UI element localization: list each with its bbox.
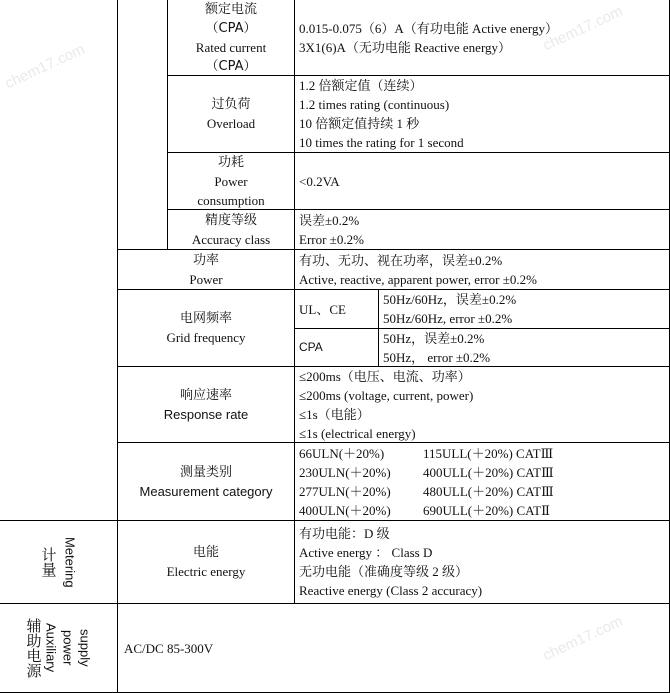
label-line: （CPA） [205,58,257,74]
measurement-category-value [295,443,669,520]
rated-current-value [295,0,669,75]
metering-section-header [0,521,117,603]
uln-value: 230ULN(＋20%) [299,465,391,480]
value-line: Active, reactive, apparent power, error ±0.2% [299,271,537,287]
value-line: 50Hz/60Hz，误差±0.2% [383,292,517,307]
label-line: Accuracy class [191,231,271,247]
power-consumption-value [295,153,669,209]
watermark: chem17.com [2,40,88,93]
label-line: （CPA） [205,20,257,36]
value-line: Reactive energy (Class 2 accuracy) [299,583,483,598]
value-line: 0.015-0.075（6）A（有功电能 Active energy） [299,20,559,36]
value-line: ≤1s (electrical energy) [299,425,416,441]
label-line: Electric energy [166,564,246,579]
label-line: Power [214,173,248,189]
grid-frequency-ulce-value [379,290,669,328]
overload-value [295,76,669,152]
value-line: 有功电能：D 级 [299,526,390,541]
label-line: Grid frequency [166,330,246,345]
grid-frequency-cpa-label [295,329,378,366]
grid-frequency-ulce-label [295,290,378,328]
value-line: 50Hz， error ±0.2% [383,349,491,365]
rated-current-label [168,0,294,75]
overload-label [168,76,294,152]
value-line: <0.2VA [299,173,340,189]
uln-value: 66ULN(＋20%) [299,446,385,461]
ull-value: 690ULL(＋20%) CATⅡ [423,503,550,518]
aux-power-en: Auxiliary [43,623,59,673]
metering-en: Metering [62,536,78,588]
value-line: Active energy ： Class D [299,545,433,560]
accuracy-class-label [168,210,294,249]
aux-power-section-header [0,604,117,692]
aux-power-zh: 辅助电源 [24,618,43,678]
grid-frequency-cpa-value [379,329,669,366]
value-line: 误差±0.2% [299,212,360,228]
response-rate-label [118,367,294,442]
value-line: 10 倍额定值持续 1 秒 [299,116,420,131]
label-line: 电能 [192,545,219,560]
label-line: 功耗 [217,154,244,170]
value-line: 50Hz/60Hz, error ±0.2% [383,311,513,326]
value-line: 1.2 倍额定值（连续） [299,78,423,93]
metering-zh: 计量 [39,547,58,577]
aux-power-en: supply [77,629,93,667]
ull-value: 115ULL(＋20%) CATⅢ [423,446,554,461]
value-line: 50Hz，误差±0.2% [383,330,485,346]
watermark: chem17.com [540,612,626,665]
label-line: Measurement category [139,483,273,499]
value-line: 有功、无功、视在功率，误差±0.2% [299,252,503,268]
label-line: 额定电流 [204,1,257,17]
value-line: 1.2 times rating (continuous) [299,97,450,112]
uln-value: 400ULN(＋20%) [299,503,391,518]
label-line: Response rate [163,406,249,422]
label-line: 过负荷 [211,97,251,112]
label-line: 响应速率 [179,387,232,403]
sub-label: CPA [299,340,323,354]
value-line: ≤200ms (voltage, current, power) [299,387,474,403]
value-line: AC/DC 85-300V [124,640,214,656]
label-line: Rated current [195,39,267,55]
label-line: Power [189,271,223,287]
sub-label: UL、CE [299,301,346,317]
label-line: 测量类别 [179,464,232,480]
aux-power-value [118,604,669,692]
label-line: consumption [197,192,265,208]
aux-power-en: power [60,630,76,666]
label-line: 精度等级 [204,212,257,228]
electric-energy-value [295,521,669,603]
response-rate-value [295,367,669,442]
power-value [295,250,669,289]
label-line: Overload [206,116,256,131]
ull-value: 480ULL(＋20%) CATⅢ [423,484,554,499]
accuracy-class-value [295,210,669,249]
value-line: 无功电能（准确度等级 2 级） [299,564,469,579]
value-line: 10 times the rating for 1 second [299,135,464,150]
uln-value: 277ULN(＋20%) [299,484,391,499]
value-line: ≤200ms（电压、电流、功率） [299,368,471,384]
label-line: 功率 [192,252,219,268]
power-consumption-label [168,153,294,209]
power-label [118,250,294,289]
value-line: ≤1s（电能） [299,406,370,422]
measurement-category-label [118,443,294,520]
value-line: Error ±0.2% [299,231,364,247]
electric-energy-label [118,521,294,603]
ull-value: 400ULL(＋20%) CATⅢ [423,465,554,480]
label-line: 电网频率 [179,311,232,326]
watermark: chem17.com [540,2,626,55]
value-line: 3X1(6)A（无功电能 Reactive energy） [299,39,512,55]
grid-frequency-label [118,290,294,366]
